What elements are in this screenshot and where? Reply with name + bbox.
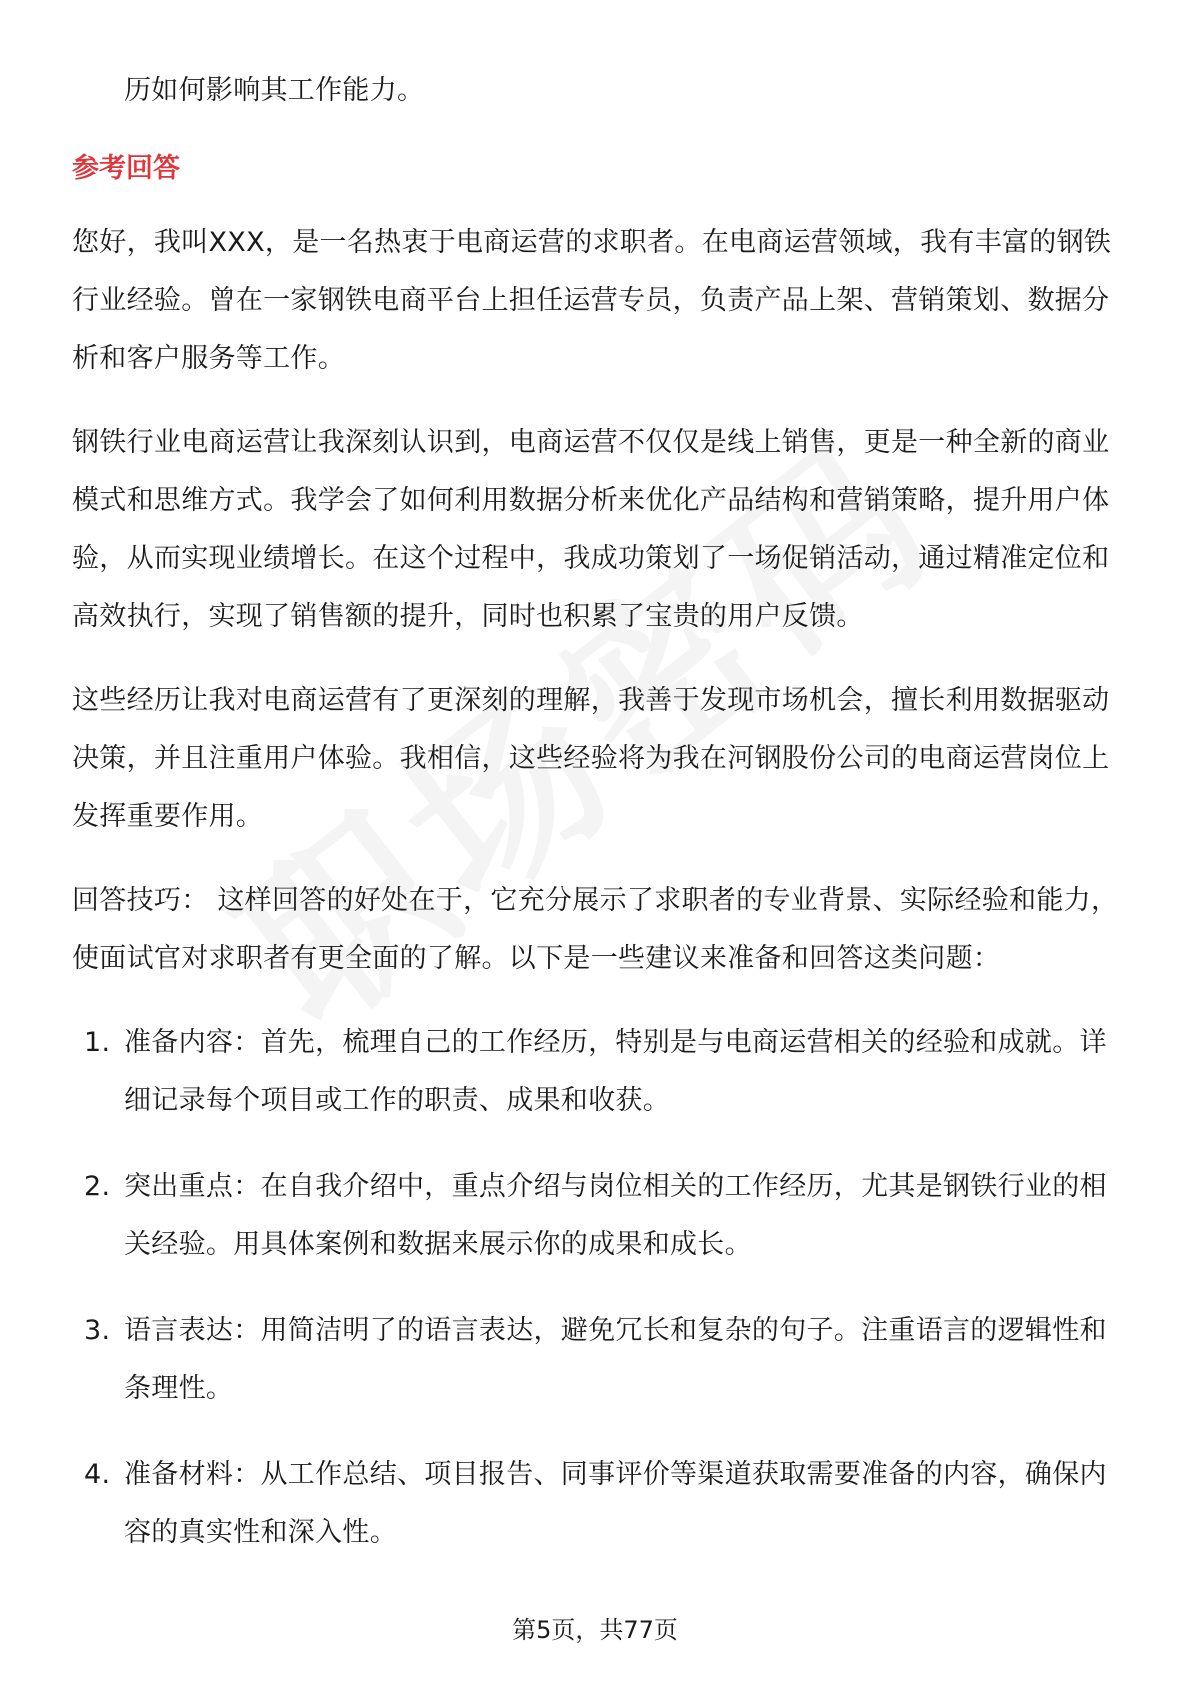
answer-heading: 参考回答 (72, 153, 180, 184)
page-number-footer: 第5页，共77页 (512, 1616, 678, 1644)
list-item-number: 4. (84, 1459, 111, 1490)
list-item-text: 语言表达：用简洁明了的语言表达，避免冗长和复杂的句子。注重语言的逻辑性和条理性。 (124, 1315, 1107, 1404)
tips-intro-paragraph: 回答技巧： 这样回答的好处在于，它充分展示了求职者的专业背景、实际经验和能力，使面试官对求职者有更全面的了解。以下是一些建议来准备和回答这类问题： (72, 885, 1119, 974)
tips-list (72, 1014, 1122, 1562)
list-item-text: 准备材料：从工作总结、项目报告、同事评价等渠道获取需要准备的内容，确保内容的真实性和深入性。 (124, 1459, 1107, 1548)
list-item (72, 1446, 1122, 1562)
list-item-number: 2. (84, 1171, 111, 1202)
list-item (72, 1302, 1122, 1418)
list-item (72, 1158, 1122, 1274)
list-item (72, 1014, 1122, 1130)
list-item-text: 突出重点：在自我介绍中，重点介绍与岗位相关的工作经历，尤其是钢铁行业的相关经验。用具体案例和数据来展示你的成果和成长。 (124, 1171, 1107, 1260)
list-item-text: 准备内容：首先，梳理自己的工作经历，特别是与电商运营相关的经验和成就。详细记录每个项目或工作的职责、成果和收获。 (124, 1027, 1107, 1116)
answer-paragraph-1: 您好，我叫XXX，是一名热衷于电商运营的求职者。在电商运营领域，我有丰富的钢铁行业经验。曾在一家钢铁电商平台上担任运营专员，负责产品上架、营销策划、数据分析和客户服务等工作。 (72, 227, 1112, 374)
question-continuation: 历如何影响其工作能力。 (124, 75, 425, 106)
answer-paragraph-3: 这些经历让我对电商运营有了更深刻的理解，我善于发现市场机会，擅长利用数据驱动决策，并且注重用户体验。我相信，这些经验将为我在河钢股份公司的电商运营岗位上发挥重要作用。 (72, 685, 1110, 832)
answer-paragraph-2: 钢铁行业电商运营让我深刻认识到，电商运营不仅仅是线上销售，更是一种全新的商业模式和思维方式。我学会了如何利用数据分析来优化产品结构和营销策略，提升用户体验，从而实现业绩增长。在这个过程中，我成功策划了一场促销活动，通过精准定位和高效执行，实现了销售额的提升，同时也积累了宝贵的用户反馈。 (72, 427, 1110, 632)
page-content (72, 62, 1122, 1590)
list-item-number: 3. (84, 1315, 111, 1346)
list-item-number: 1. (84, 1027, 111, 1058)
